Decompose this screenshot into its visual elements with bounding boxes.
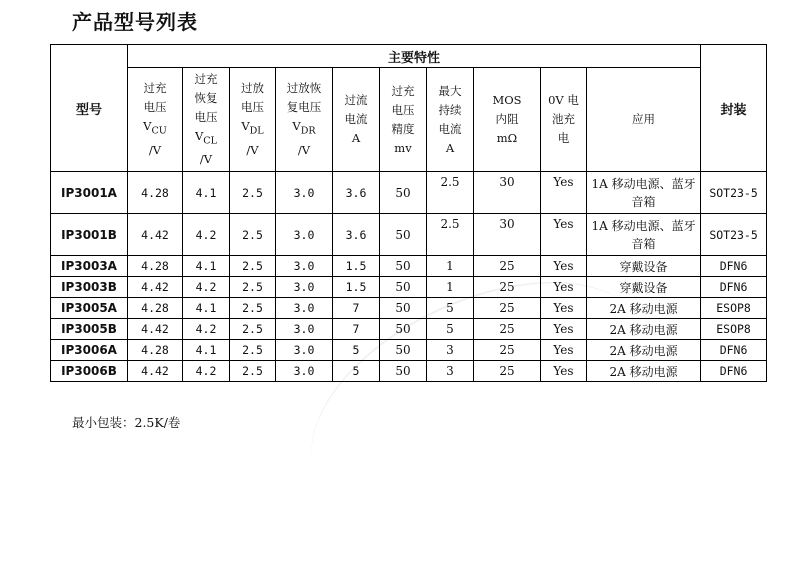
cell-imax: 2.5	[427, 172, 474, 214]
cell-vdr: 3.0	[276, 319, 333, 340]
cell-vcl: 4.2	[183, 319, 230, 340]
cell-vcl: 4.1	[183, 298, 230, 319]
cell-app: 1A 移动电源、蓝牙音箱	[587, 172, 701, 214]
product-table	[50, 44, 767, 382]
cell-zero-v: Yes	[541, 256, 587, 277]
header-rds: MOS 内阻 mΩ	[474, 68, 541, 172]
cell-ioc: 7	[333, 298, 380, 319]
cell-rds: 25	[474, 361, 541, 382]
cell-model: IP3006B	[51, 361, 128, 382]
cell-vcu: 4.42	[128, 277, 183, 298]
table-row	[51, 361, 767, 382]
header-vcu: 过充 电压 $V_{CU}$ /V	[128, 68, 183, 172]
cell-vdl: 2.5	[230, 172, 276, 214]
cell-vdl: 2.5	[230, 256, 276, 277]
table-row	[51, 256, 767, 277]
header-zero-v: 0V 电 池充 电	[541, 68, 587, 172]
cell-vdl: 2.5	[230, 277, 276, 298]
cell-ioc: 1.5	[333, 277, 380, 298]
cell-vcl: 4.2	[183, 214, 230, 256]
cell-vdr: 3.0	[276, 172, 333, 214]
cell-model: IP3005B	[51, 319, 128, 340]
cell-pkg: SOT23-5	[701, 172, 767, 214]
cell-vcu: 4.28	[128, 172, 183, 214]
cell-pkg: DFN6	[701, 340, 767, 361]
cell-model: IP3005A	[51, 298, 128, 319]
cell-zero-v: Yes	[541, 172, 587, 214]
cell-rds: 25	[474, 298, 541, 319]
cell-vdr: 3.0	[276, 277, 333, 298]
cell-pkg: SOT23-5	[701, 214, 767, 256]
cell-vcu: 4.42	[128, 319, 183, 340]
cell-imax: 5	[427, 319, 474, 340]
cell-vcu: 4.28	[128, 256, 183, 277]
cell-rds: 25	[474, 319, 541, 340]
cell-vcl: 4.2	[183, 277, 230, 298]
cell-vcl: 4.2	[183, 361, 230, 382]
cell-app: 2A 移动电源	[587, 361, 701, 382]
cell-zero-v: Yes	[541, 361, 587, 382]
table-row	[51, 319, 767, 340]
header-package: 封装	[701, 45, 767, 172]
cell-rds: 25	[474, 256, 541, 277]
cell-app: 1A 移动电源、蓝牙音箱	[587, 214, 701, 256]
cell-imax: 1	[427, 277, 474, 298]
cell-acc: 50	[380, 214, 427, 256]
cell-model: IP3003B	[51, 277, 128, 298]
cell-acc: 50	[380, 361, 427, 382]
page-title: 产品型号列表	[72, 10, 198, 34]
cell-model: IP3006A	[51, 340, 128, 361]
cell-model: IP3001B	[51, 214, 128, 256]
header-vcl: 过充 恢复 电压 $V_{CL}$ /V	[183, 68, 230, 172]
table-row	[51, 298, 767, 319]
cell-zero-v: Yes	[541, 319, 587, 340]
cell-acc: 50	[380, 172, 427, 214]
cell-ioc: 1.5	[333, 256, 380, 277]
cell-app: 穿戴设备	[587, 256, 701, 277]
table-row	[51, 214, 767, 256]
cell-vcu: 4.42	[128, 361, 183, 382]
cell-rds: 25	[474, 277, 541, 298]
cell-vdr: 3.0	[276, 340, 333, 361]
header-accuracy: 过充 电压 精度 mv	[380, 68, 427, 172]
header-imax: 最大 持续 电流 A	[427, 68, 474, 172]
cell-app: 2A 移动电源	[587, 298, 701, 319]
cell-ioc: 3.6	[333, 172, 380, 214]
cell-rds: 30	[474, 214, 541, 256]
cell-rds: 30	[474, 172, 541, 214]
cell-pkg: ESOP8	[701, 298, 767, 319]
cell-vdl: 2.5	[230, 214, 276, 256]
cell-vcl: 4.1	[183, 172, 230, 214]
cell-vcu: 4.28	[128, 298, 183, 319]
cell-vcl: 4.1	[183, 256, 230, 277]
cell-app: 2A 移动电源	[587, 340, 701, 361]
cell-pkg: DFN6	[701, 277, 767, 298]
header-model: 型号	[51, 45, 128, 172]
cell-ioc: 3.6	[333, 214, 380, 256]
cell-app: 2A 移动电源	[587, 319, 701, 340]
cell-acc: 50	[380, 298, 427, 319]
cell-vcu: 4.28	[128, 340, 183, 361]
table-row	[51, 172, 767, 214]
cell-acc: 50	[380, 340, 427, 361]
cell-imax: 2.5	[427, 214, 474, 256]
header-vdl: 过放 电压 $V_{DL}$ /V	[230, 68, 276, 172]
min-package-note: 最小包装：2.5K/卷	[72, 415, 181, 430]
cell-vdl: 2.5	[230, 361, 276, 382]
cell-zero-v: Yes	[541, 298, 587, 319]
cell-vdr: 3.0	[276, 298, 333, 319]
cell-vdl: 2.5	[230, 340, 276, 361]
cell-app: 穿戴设备	[587, 277, 701, 298]
header-main-features: 主要特性	[128, 45, 701, 68]
cell-vdl: 2.5	[230, 319, 276, 340]
header-application: 应用	[587, 68, 701, 172]
cell-imax: 3	[427, 361, 474, 382]
cell-acc: 50	[380, 319, 427, 340]
cell-zero-v: Yes	[541, 277, 587, 298]
table-row	[51, 340, 767, 361]
cell-imax: 3	[427, 340, 474, 361]
cell-imax: 5	[427, 298, 474, 319]
cell-ioc: 5	[333, 340, 380, 361]
cell-vcl: 4.1	[183, 340, 230, 361]
header-ioc: 过流 电流 A	[333, 68, 380, 172]
cell-pkg: ESOP8	[701, 319, 767, 340]
table-row	[51, 277, 767, 298]
cell-vdl: 2.5	[230, 298, 276, 319]
cell-pkg: DFN6	[701, 361, 767, 382]
cell-vcu: 4.42	[128, 214, 183, 256]
cell-zero-v: Yes	[541, 340, 587, 361]
cell-vdr: 3.0	[276, 361, 333, 382]
cell-acc: 50	[380, 277, 427, 298]
header-vdr: 过放恢 复电压 $V_{DR}$ /V	[276, 68, 333, 172]
cell-rds: 25	[474, 340, 541, 361]
cell-vdr: 3.0	[276, 214, 333, 256]
cell-model: IP3003A	[51, 256, 128, 277]
cell-model: IP3001A	[51, 172, 128, 214]
cell-ioc: 7	[333, 319, 380, 340]
cell-zero-v: Yes	[541, 214, 587, 256]
cell-pkg: DFN6	[701, 256, 767, 277]
cell-ioc: 5	[333, 361, 380, 382]
cell-acc: 50	[380, 256, 427, 277]
cell-vdr: 3.0	[276, 256, 333, 277]
cell-imax: 1	[427, 256, 474, 277]
